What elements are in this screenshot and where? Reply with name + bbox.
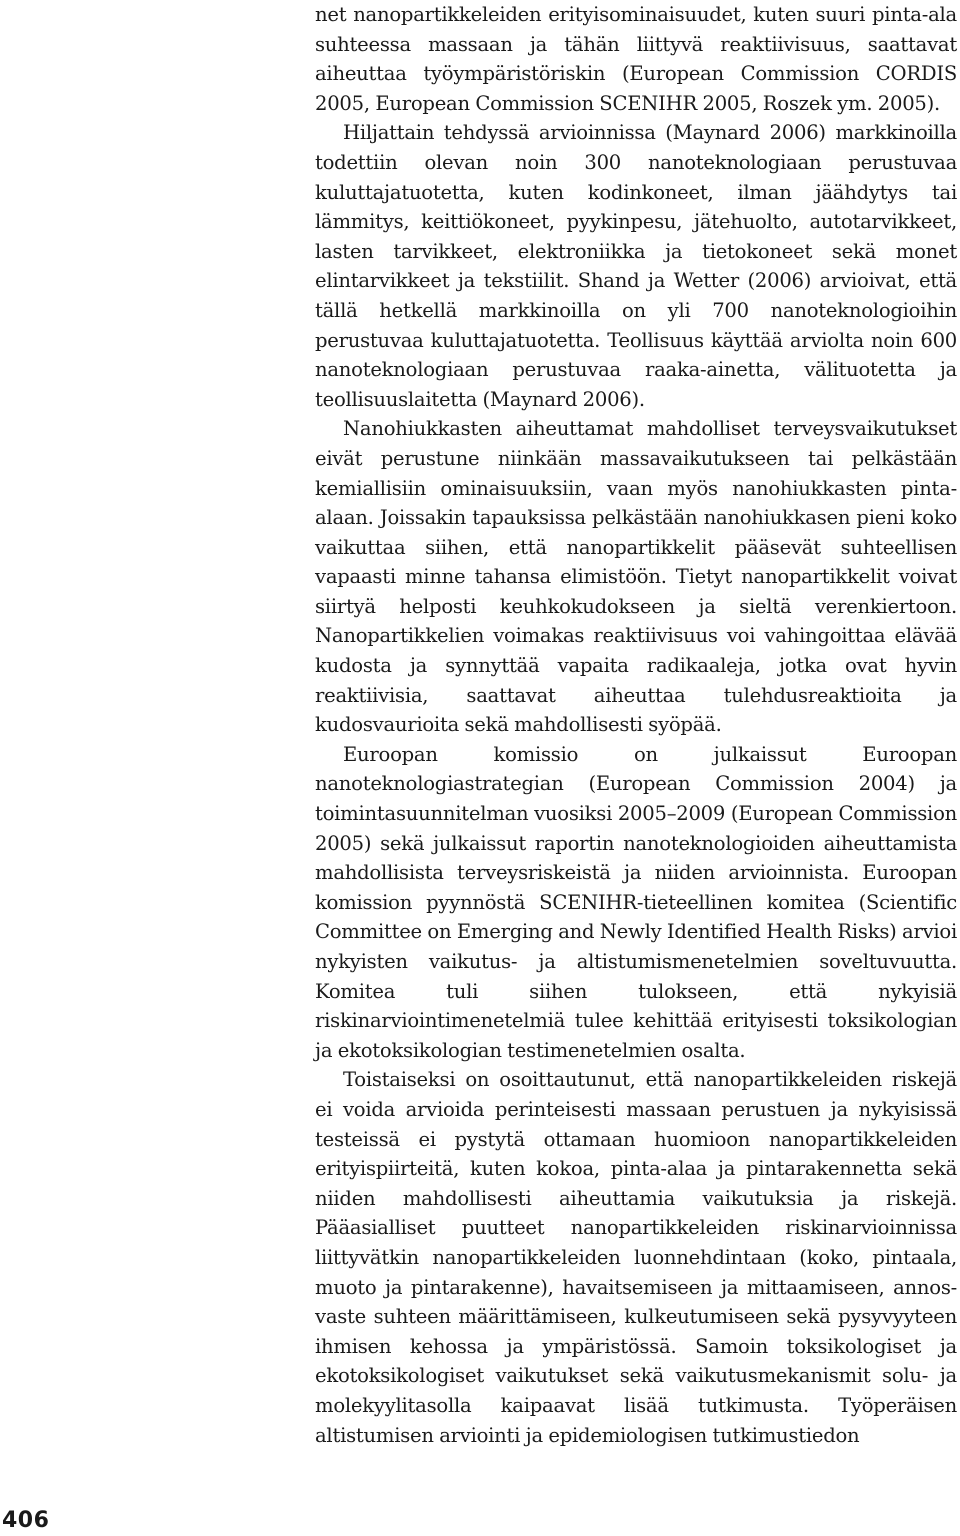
paragraph-consumer-products: Hiljattain tehdyssä arvioinnissa (Maynard 2006) markkinoilla todettiin olevan noin 300 nanoteknologiaan perustuvaa kuluttajatuotetta, kuten kodinkoneet, ilman jäähdytys tai lämmitys, keittiökoneet, pyykinpesu, jätehuolto, autotarvikkeet, lasten tarvikkeet, elektroniikka ja tietokoneet sekä monet elintarvikkeet ja tekstiilit. Shand ja Wetter (2006) arvioivat, että tällä hetkellä markkinoilla on yli 700 nanoteknologioihin perustuvaa kuluttajatuotetta. Teollisuus käyttää arviolta noin 600 nanoteknologiaan perustuvaa raaka-ainetta, välituotetta ja teollisuuslaitetta (Maynard 2006). — [315, 121, 957, 411]
paragraph-risk-assessment: Toistaiseksi on osoittautunut, että nanopartikkeleiden riskejä ei voida arvioida perinteisesti massaan perustuen ja nykyisissä testeissä ei pystytä ottamaan huomioon nanopartikkeleiden erityispiirteitä, kuten kokoa, pinta-alaa ja pintarakennetta sekä niiden mahdollisesti aiheuttamia vaikutuksia ja riskejä. Pääasialliset puutteet nanopartikkeleiden riskinarvioinnissa liittyvätkin nanopartikkeleiden luonnehdintaan (koko, pintaala, muoto ja pintarakenne), havaitsemiseen ja mittaamiseen, annos-vaste suhteen määrittämiseen, kulkeutumiseen sekä pysyvyyteen ihmisen kehossa ja ympäristössä. Samoin toksikologiset ja ekotoksikologiset vaikutukset sekä vaikutusmekanismit solu- ja molekyylitasolla kaipaavat lisää tutkimusta. Työperäisen altistumisen arviointi ja epidemiologisen tutkimustiedon — [315, 1068, 957, 1447]
body-text-column — [315, 0, 957, 1450]
paragraph-continued: net nanopartikkeleiden erityisominaisuudet, kuten suuri pinta-ala suhteessa massaan ja tähän liittyvä reaktiivisuus, saattavat aiheuttaa työympäristöriskin (European Commission CORDIS 2005, European Commission SCENIHR 2005, Roszek ym. 2005). — [315, 3, 957, 115]
paragraph-health-effects: Nanohiukkasten aiheuttamat mahdolliset terveysvaikutukset eivät perustune niinkään massavaikutukseen tai pelkästään kemiallisiin ominaisuuksiin, vaan myös nanohiukkasten pinta-alaan. Joissakin tapauksissa pelkästään nanohiukkasen pieni koko vaikuttaa siihen, että nanopartikkelit pääsevät suhteellisen vapaasti minne tahansa elimistöön. Tietyt nanopartikkelit voivat siirtyä helposti keuhkokudokseen ja sieltä verenkiertoon. Nanopartikkelien voimakas reaktiivisuus voi vahingoittaa elävää kudosta ja synnyttää vapaita radikaaleja, jotka ovat hyvin reaktiivisia, saattavat aiheuttaa tulehdusreaktioita ja kudosvaurioita sekä mahdollisesti syöpää. — [315, 417, 957, 737]
paragraph-european-commission: Euroopan komissio on julkaissut Euroopan nanoteknologiastrategian (European Commission 2004) ja toimintasuunnitelman vuosiksi 2005–2009 (European Commission 2005) sekä julkaissut raportin nanoteknologioiden aiheuttamista mahdollisista terveysriskeistä ja niiden arvioinnista. Euroopan komission pyynnöstä SCENIHR-tieteellinen komitea (Scientific Committee on Emerging and Newly Identified Health Risks) arvioi nykyisten vaikutus- ja altistumismenetelmien soveltuvuutta. Komitea tuli siihen tulokseen, että nykyisiä riskinarviointimenetelmiä tulee kehittää erityisesti toksikologian ja ekotoksikologian testimenetelmien osalta. — [315, 742, 957, 1062]
page-number: 406 — [2, 1508, 50, 1533]
